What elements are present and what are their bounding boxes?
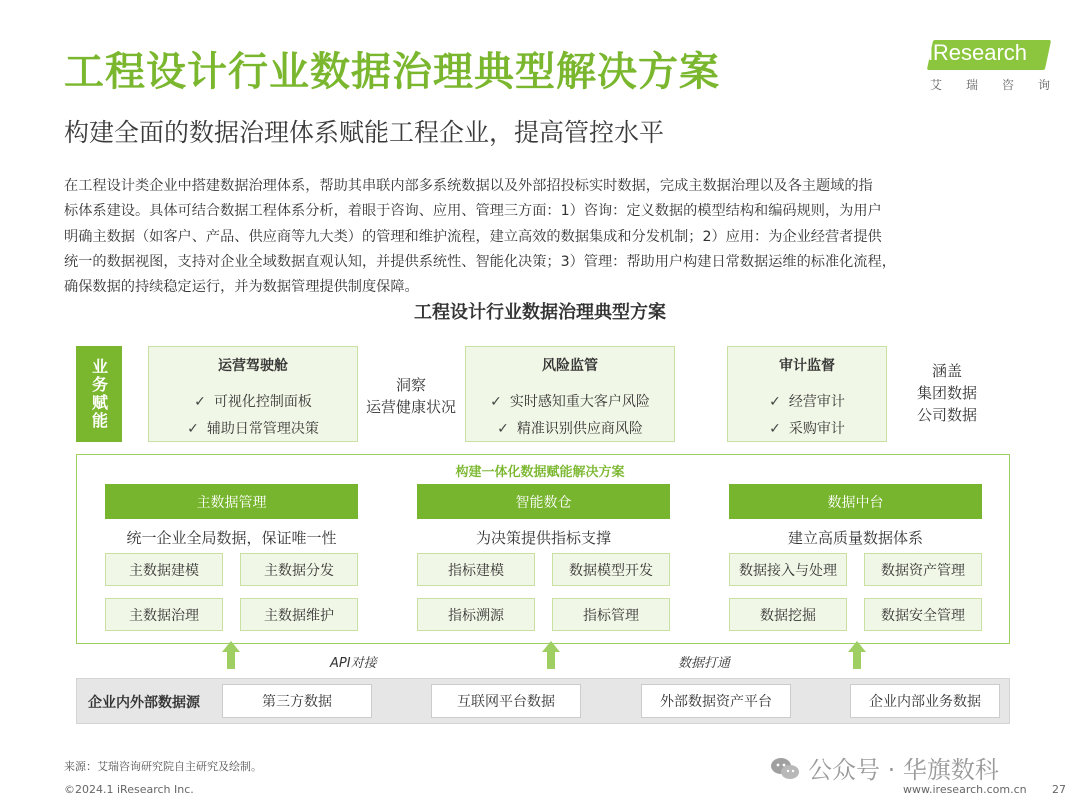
- platform-cell: 指标建模: [417, 553, 535, 586]
- biz-side-coverage: [900, 360, 994, 426]
- platform-cell: 主数据治理: [105, 598, 223, 631]
- check-icon: ✓: [497, 421, 509, 437]
- source-note: 来源：艾瑞咨询研究院自主研究及绘制。: [64, 760, 262, 773]
- arrow-label-data-link: 数据打通: [678, 656, 731, 671]
- watermark-text: 公众号 · 华旗数科: [808, 756, 999, 784]
- intro-line: 统一的数据视图，支持对企业全域数据直观认知，并提供系统性、智能化决策；3）管理：帮助用户构建日常数据运维的标准化流程，: [64, 253, 896, 270]
- biz-box-item: [466, 391, 674, 411]
- up-arrow-icon: [222, 641, 240, 669]
- check-icon: ✓: [187, 421, 199, 437]
- biz-item-text: 实时感知重大客户风险: [509, 394, 650, 410]
- logo-cn-char: 询: [1037, 78, 1050, 92]
- platform-title: 构建一体化数据赋能解决方案: [455, 465, 625, 480]
- logo-cn-char: 瑞: [965, 78, 978, 92]
- data-sources-label: 企业内外部数据源: [88, 695, 200, 711]
- iresearch-logo: [918, 34, 1053, 96]
- platform-cell: 主数据维护: [240, 598, 358, 631]
- intro-line: 在工程设计类企业中搭建数据治理体系，帮助其串联内部多系统数据以及外部招投标实时数据，完成主数据治理以及各主题域的指: [64, 178, 873, 194]
- col-desc: 为决策提供指标支撑: [475, 529, 611, 547]
- source-item: 第三方数据: [222, 684, 372, 718]
- intro-line: 明确主数据（如客户、产品、供应商等九大类）的管理和维护流程，建立高效的数据集成和分发机制；2）应用：为企业经营者提供: [64, 228, 882, 245]
- col-head-master-data: 主数据管理: [105, 484, 358, 519]
- watermark: [770, 750, 999, 785]
- intro-line: 确保数据的持续稳定运行，并为数据管理提供制度保障。: [64, 279, 419, 296]
- platform-cell: 数据资产管理: [864, 553, 982, 586]
- biz-box-item: [728, 391, 886, 411]
- biz-box-operations-cockpit: [148, 346, 358, 442]
- intro-line: 标体系建设。具体可结合数据工程体系分析，着眼于咨询、应用、管理三方面：1）咨询：定义数据的模型结构和编码规则，为用户: [64, 203, 882, 220]
- page-number: 27: [1052, 783, 1066, 796]
- platform-cell: 主数据分发: [240, 553, 358, 586]
- biz-side-insight: [356, 374, 466, 418]
- check-icon: ✓: [194, 394, 206, 410]
- arrow-label-api: API对接: [330, 656, 377, 671]
- platform-cell: 数据安全管理: [864, 598, 982, 631]
- logo-cn: [930, 76, 1050, 93]
- page-subtitle: 构建全面的数据治理体系赋能工程企业，提高管控水平: [64, 118, 665, 147]
- col-desc: 建立高质量数据体系: [787, 529, 923, 547]
- col-desc: 统一企业全局数据，保证唯一性: [126, 529, 337, 547]
- up-arrow-icon: [542, 641, 560, 669]
- up-arrow-icon: [848, 641, 866, 669]
- check-icon: ✓: [769, 394, 781, 410]
- side-text: 集团数据: [916, 384, 977, 402]
- business-label: 业务赋能: [76, 346, 122, 442]
- diagram-title: 工程设计行业数据治理典型方案: [414, 302, 666, 323]
- col-head-smart-warehouse: 智能数仓: [417, 484, 670, 519]
- copyright: ©2024.1 iResearch Inc.: [64, 783, 194, 796]
- biz-box-title: 风险监管: [542, 358, 598, 374]
- logo-cn-char: 艾: [930, 78, 943, 92]
- logo-text: iResearch: [928, 40, 1028, 65]
- biz-box-item: [728, 418, 886, 438]
- biz-item-text: 辅助日常管理决策: [206, 421, 319, 437]
- biz-box-item: [149, 391, 357, 411]
- wechat-icon: [770, 756, 800, 782]
- col-head-data-middle-platform: 数据中台: [729, 484, 982, 519]
- platform-cell: 主数据建模: [105, 553, 223, 586]
- platform-cell: 数据接入与处理: [729, 553, 847, 586]
- page-title: 工程设计行业数据治理典型解决方案: [64, 49, 720, 95]
- biz-box-item: [149, 418, 357, 438]
- side-text: 运营健康状况: [365, 398, 456, 416]
- platform-cell: 指标溯源: [417, 598, 535, 631]
- platform-cell: 指标管理: [552, 598, 670, 631]
- biz-box-risk-supervision: [465, 346, 675, 442]
- source-item: 互联网平台数据: [431, 684, 581, 718]
- intro-paragraph: [64, 174, 1030, 300]
- biz-box-audit: [727, 346, 887, 442]
- check-icon: ✓: [490, 394, 502, 410]
- biz-item-text: 经营审计: [788, 394, 845, 410]
- platform-cell: 数据挖掘: [729, 598, 847, 631]
- biz-item-text: 可视化控制面板: [213, 394, 312, 410]
- platform-cell: 数据模型开发: [552, 553, 670, 586]
- logo-cn-char: 咨: [1001, 78, 1014, 92]
- side-text: 洞察: [395, 376, 426, 394]
- check-icon: ✓: [769, 421, 781, 437]
- source-item: 企业内部业务数据: [850, 684, 1000, 718]
- biz-item-text: 采购审计: [788, 421, 845, 437]
- website: www.iresearch.com.cn: [903, 783, 1027, 796]
- biz-box-title: 审计监督: [779, 358, 835, 374]
- biz-box-title: 运营驾驶舱: [218, 358, 288, 374]
- side-text: 涵盖: [931, 362, 962, 380]
- biz-box-item: [466, 418, 674, 438]
- source-item: 外部数据资产平台: [641, 684, 791, 718]
- side-text: 公司数据: [916, 406, 977, 424]
- biz-item-text: 精准识别供应商风险: [516, 421, 643, 437]
